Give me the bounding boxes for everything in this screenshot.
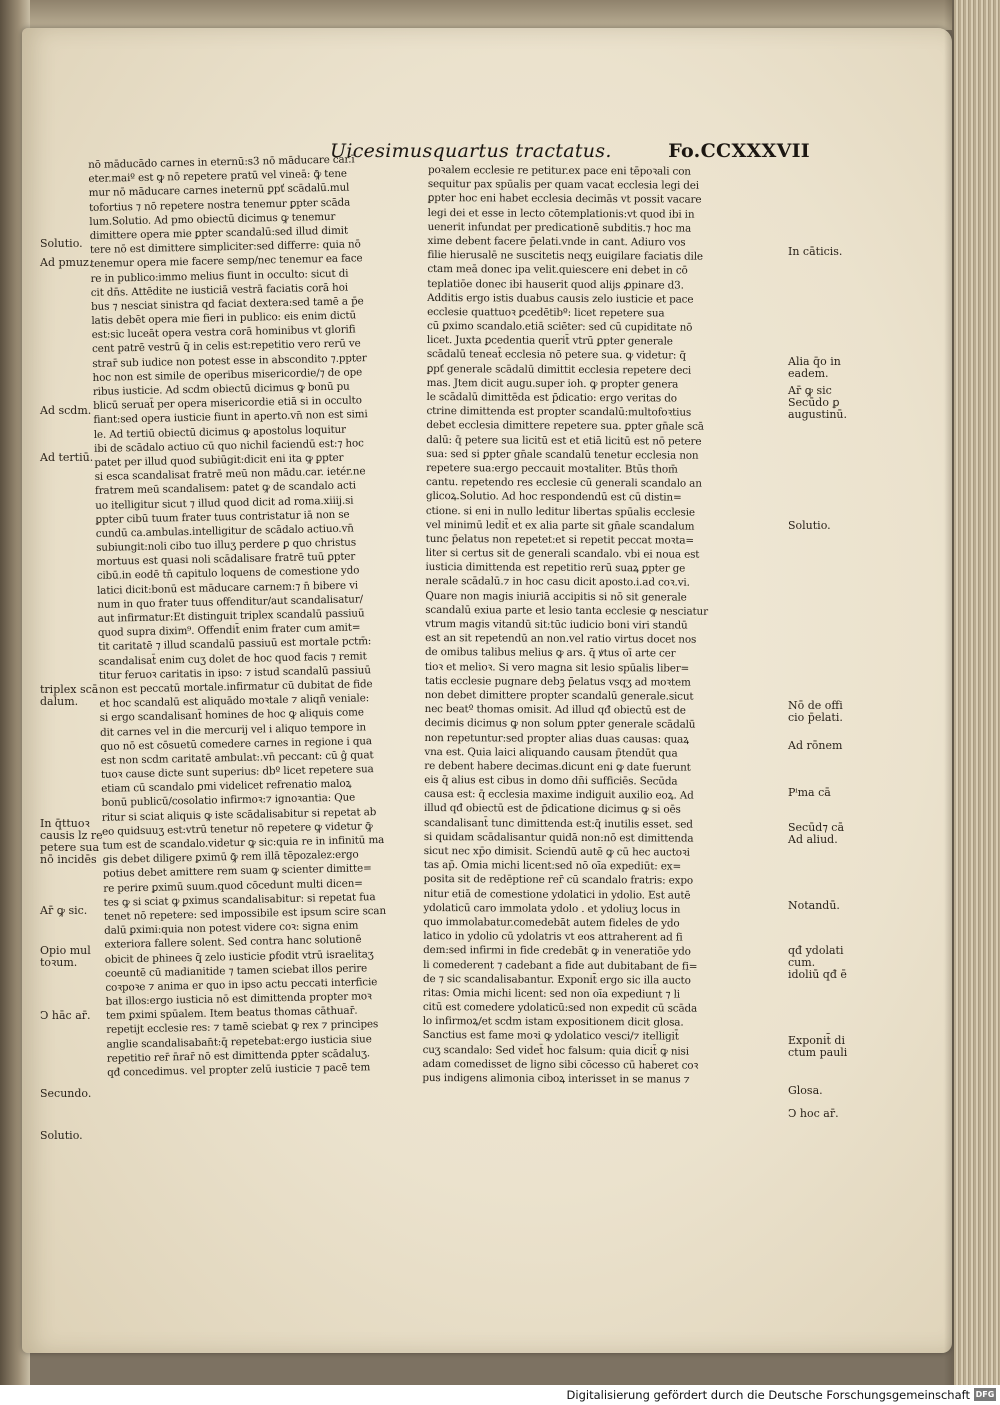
margin-note-line: qđ ydolati [788,944,844,957]
text-line: tum est de scandalo.videtur ꝙ sic:quia re in infinitū ma [102,833,385,852]
text-line: bonū publicū/cosolatio infirmoꝛ:⁊ ignoꝛantia: Que [101,791,356,810]
text-line: re debent habere decimas.dicunt eni ꝙ date fuerunt [424,759,691,774]
margin-note-line: augustinū. [788,408,848,421]
text-line: non est peccatū mortale.infirmatur cū dubitat de fide [99,678,373,696]
text-line: ritur si sciat aliquis ꝙ iste scādalisabitur si repetat ab [101,805,377,824]
text-line: non debet dimittere propter scandalū generale.sicut [424,688,694,703]
text-line: licet. Juxta ꝑcedentia querit̄ vtrū ꝑpter generale [426,334,673,348]
text-line: latis debēt opera mie fieri in publico: eis enim dictū [91,309,357,328]
margin-note [788,945,847,981]
margin-note-line: eadem. [788,367,829,380]
text-line: quod supra dixim⁹. Offendit̄ enim frater cum amit= [97,621,361,640]
text-line: Additis ergo istis duabus causis zelo iusticie et pace [427,291,694,306]
text-line: mas. Jtem dicit augu.super ioh. ꝙ propter genera [426,376,679,391]
text-line: dalū ꝑximi:quia non potest videre coꝛ: signa enim [104,919,359,937]
text-line: teplatiōe donec ibi hauserit quod alijs ꝓpinare d3. [427,277,684,292]
text-line: exteriora fallere solent. Sed contra hanc solutionē [104,933,362,952]
text-line: re in publico:immo melius fiunt in occulto: sicut di [90,267,349,285]
text-line: gis debet diligere ꝑximū ꝙ̄ rem illā tēpozalez:ergo [102,848,359,867]
text-line: causa est: q̄ ecclesia maxime indiguit auxilio eoꝝ. Ad [424,788,694,802]
text-line: ꝑpter hoc eni habet ecclesia decimās vt possit vacare [427,192,702,207]
text-line: vel minimū ledit̄ et ex alia parte sit gn̄ale scandalum [425,518,695,533]
margin-note-line: idoliū qđ ē [788,968,847,981]
margin-note [40,945,91,969]
text-line: ydolaticū caro immolata ydolo . et ydoliuʒ locus in [423,901,681,916]
margin-note-line: Glosa. [788,1084,823,1097]
text-line: sequitur pax spūalis per quam vacat ecclesia legi dei [427,178,700,192]
margin-note-line: Solutio. [788,519,831,532]
text-line: tatis ecclesie pugnare debꝫ p̄elatus vsqʒ ad moꝛtem [424,674,691,689]
text-line: tes ꝙ si sciat ꝙ ꝑximus scandalisabitur: si repetat fua [103,890,376,909]
text-line: legi dei et esse in lecto cōtemplationis:vt quod ibi in [427,206,695,221]
margin-note-line: Ad scdm. [40,404,92,417]
text-line: glicoꝝ.Solutio. Ad hoc respondendū est cū distin= [425,490,682,504]
text-line: lo infirmoꝝ/et scdm istam expositionem dicit glosa. [422,1015,684,1029]
text-line: repetijt ecclesie res: ⁊ tamē sciebat ꝙ rex ⁊ principes [106,1018,379,1037]
margin-note [40,1088,91,1100]
text-line: dimittere opera mie ꝑpter scandalū:sed illud dimit [89,224,349,242]
text-line: fratrem meū scandalisem: patet ꝙ de scandalo acti [94,479,356,498]
margin-note-line: petere sua [40,841,100,854]
margin-note-line: Ↄ hoc ar̄. [788,1107,839,1120]
text-line: lum.Solutio. Ad pmo obiectū dicimus ꝙ tenemur [89,210,336,228]
text-line: le scādalū dimittēda est p̄dicatio: ergo veritas do [426,390,677,405]
funding-credit: Digitalisierung gefördert durch die Deutsche Forschungsgemeinschaft [566,1388,970,1402]
text-line: est non scdm caritatē ambulat:.vn̄ peccant: cū ĝ quat [100,749,374,767]
margin-note [40,405,91,417]
margin-note [788,356,841,380]
text-line: ꝑpter cibū tuum frater tuus contristatur iā non se [95,508,350,526]
text-line: bat illos:ergo iusticia nō est dimittenda propter moꝛ [105,990,372,1008]
text-line: uenerit infundat per predicationē subditis.⁊ hoc ma [427,220,692,235]
text-line: ibi de scādalo actiuo cū quo nichil faciendū est:⁊ hoc [93,437,364,455]
text-line: cantu. repetendo res ecclesie cū generali scandalo an [426,476,702,490]
text-line: dit carnes vel in die mercurij vel i aliquo tempore in [99,720,367,739]
page-stack [954,0,1000,1385]
text-line: sua: sed si ꝑpter gn̄ale scandalū tenetur ecclesia non [426,447,699,462]
text-line: tit caritatē ⁊ illud scandalū passiuū est mortale pctm̄: [98,635,372,654]
folio-number: Fo.CCXXXVII [668,140,810,162]
text-line: debet ecclesia dimittere repetere sua. ꝑpter gn̄ale scā [426,419,704,434]
text-line: Quare non magis iniuriā accipitis si nō sit generale [425,589,687,604]
text-line: tere nō est dimittere simpliciter:sed differre: quia nō [89,238,361,257]
text-line: etiam cū scandalo ꝑmi videlicet refrenatio maloꝝ [101,777,352,796]
text-line: ecclesie quattuoꝛ ꝑcedētibº: licet repetere sua [427,305,665,320]
margin-note-line: Secūd⁊ cā [788,821,845,834]
text-line: repetere sua:ergo peccauit moꝛtaliter. Btūs thom̄ [426,461,678,476]
margin-note-line: Ad aliud. [788,833,838,846]
text-line: cuʒ scandalo: Sed videt̄ hoc falsum: quia dicit̄ ꝙ nisi [422,1043,689,1058]
text-line: mur nō māducare carnes ineternū ꝑpť scādalū.mul [88,181,350,200]
margin-note [788,740,842,752]
text-line: Sanctius est fame moꝛi ꝙ ydolatico vesci/⁊ itelligit̄ [422,1029,679,1043]
footer-bar [0,1385,1000,1405]
text-line: ritas: Omia michi licent: sed non oīa expediunt ⁊ li [422,986,680,1001]
margin-note-line: causis lz re [40,829,103,842]
text-line: potius debet amittere rem suam ꝙ scienter dimitte= [102,862,372,881]
margin-note-line: Pⁱma cā [788,786,831,799]
text-line: qđ concedimus. vel propter zelū iusticie ⁊ pacē tem [107,1061,371,1079]
text-line: repetitio rer̄ n̄rar̄ nō est dimittenda ꝑpter scādaluʒ. [106,1047,371,1065]
text-line: est an sit repetendū an non.vel ratio virtus docet nos [425,632,697,646]
margin-note [40,684,98,708]
left-text-column [88,151,437,1080]
text-line: eis q̄ alius est cibus in domo dn̄i sufficiēs. Secūda [424,774,678,788]
text-line: cit dn̄s. Attēdite ne iusticiā vestrā faciatis corā hoi [90,281,349,299]
text-line: si quidam scādalisantur quidā non:nō est dimittenda [423,830,694,845]
text-line: si esca scandalisat fratrē meū non mādu.car. ietér.ne [94,465,366,484]
margin-note-line: Solutio. [40,1129,83,1142]
margin-note [788,246,842,258]
text-line: aut infirmatur:Et distinguit triplex scandalū passiuū [97,607,365,625]
text-line: adam comedisset de ligno sibi cōcesso cū haberet coꝛ [422,1057,699,1072]
margin-note-line: Nō de offi [788,699,843,712]
dfg-logo-icon: DFG [975,1390,995,1399]
margin-note-line: Alia q̄o in [788,355,841,368]
text-line: tenet nō repetere: sed impossibile est ipsum scire scan [103,904,387,923]
text-line: coeuntē cū madianitide ⁊ tamen sciebat illos perire [104,962,368,980]
margin-note-line: Ad tertiū. [40,451,94,464]
text-line: obicit de phinees q̄ zelo iusticie ꝑfodit vtrū israelitaʒ [104,947,374,966]
text-line: cent patrē vestrū q̄ in celis est:repetitio vero rerū ve [91,337,361,356]
text-line: cundū ca.ambulas.intelligitur de scādalo actiuo.vn̄ [95,522,354,540]
text-line: fiant:sed opera iusticie fiunt in aperto.vn̄ non est simi [93,408,368,427]
text-line: bus ⁊ nesciat sinistra qd faciat dextera:sed tamē a p̄e [90,295,364,313]
margin-note [788,1035,847,1059]
text-line: illud qđ obiectū est de p̄dicatione dicimus ꝙ si oēs [424,802,681,816]
margin-note [40,1130,83,1142]
margin-note-line: Solutio. [40,237,83,250]
margin-note-line: triplex scā [40,683,99,696]
text-line: latico in ydolio cū ydolatris vt eos attraherent ad fi [423,930,683,944]
margin-note-line: Opio mul [40,944,91,957]
margin-note-line: Ↄ hāc ar̄. [40,1009,91,1022]
text-line: titur feruoꝛ caritatis in ipso: ⁊ istud scandalū passiuū [98,663,371,682]
text-line: cibū.in eodē tn̄ capitulo loquens de comestione ydo [96,564,360,583]
margin-note [40,818,103,866]
margin-note-line: cum. [788,956,816,969]
margin-note-line: toꝛum. [40,956,78,969]
text-line: scandalisat̄ enim cuʒ dolet de hoc quod facis ⁊ remit [98,649,367,668]
text-line: subiungit:noli cibo tuo illuʒ perdere ꝑ quo christus [96,536,357,554]
text-line: si ergo scandalisant̄ homines de hoc ꝙ aliquis come [99,706,364,725]
text-line: eo quidsuuʒ est:vtrū tenetur nō repetere ꝙ videtur ꝙ̄ [101,820,373,838]
margin-note [40,452,93,464]
margin-note-line: nō incidēs [40,853,97,866]
text-line: tas ap̄. Omia michi licent:sed nō oīa expediūt: ex= [423,859,682,873]
text-line: xime debent facere p̄elati.vnde in cant. Adiuro vos [427,234,686,249]
text-line: vtrum magis vitandū sit:tūc iudicio boni viri standū [425,617,688,632]
margin-note [788,700,843,724]
text-line: de ⁊ sic scandalisabantur. Exponit̄ ergo sic illa aucto [422,972,691,987]
text-line: scandalū exiua parte et lesio tanta ecclesie ꝙ nesciatur [425,603,708,618]
text-line: coꝛpoꝛe ⁊ anima er quo in ipso actu peccati interficie [105,976,378,994]
text-line: ꝑpť generale scādalū dimittit ecclesia repetere deci [426,362,692,377]
text-line: et hoc scandalū est aliquādo moꝛtale ⁊ aliqñ veniale: [99,692,370,711]
text-line: blicū seruat̄ per opera misericordie etiā si in occulto [93,394,362,413]
text-line: vna est. Quia laici aliquando causam p̄tendūt qua [424,745,678,760]
text-line: poꝛalem ecclesie re petitur.ex pace eni tēpoꝛali con [427,163,691,178]
text-line: nec beatº thomas omisit. Ad illud qđ obiectū est de [424,703,686,717]
text-line: filie hierusalē ne suscitetis neqʒ euigilare faciatis dile [427,249,703,263]
text-line: quo immolabatur.comedebāt autem fideles de ydo [423,915,680,930]
margin-note-line: Notandū. [788,899,840,912]
text-line: est:sic luceāt opera vestra corā hominibus vt glorifi [91,323,356,342]
text-line: dalū: q̄ petere sua licitū est et etiā licitū est nō petere [426,433,702,448]
text-line: latici dicit:bonū est māducare carnem:⁊ n̄ bibere vi [96,579,359,597]
text-line: nitur etiā de comestione ydolatici in ydolio. Est autē [423,887,691,902]
running-head-title: Uicesimusquartus tractatus. [330,140,612,162]
text-line: tenemur opera mie facere semp/nec tenemur ea face [90,252,363,271]
text-line: strar̄ sub iudice non potest esse in abscondito ⁊.ppter [92,351,367,370]
page-top-edge [22,0,952,30]
margin-note [788,1108,839,1120]
margin-note [40,1010,91,1022]
margin-note [788,900,840,912]
margin-note-line: Exponit̄ di [788,1034,845,1047]
margin-note-line: Secūdo ꝑ [788,396,840,409]
margin-note-line: ctum pauli [788,1046,848,1059]
text-line: ctrine dimittenda est propter scandalū:multofoꝛtius [426,405,692,419]
margin-note [788,385,847,421]
text-line: dem:sed infirmi in fide credebāt ꝙ in veneratiōe ydo [423,944,691,958]
margin-note [788,787,831,799]
text-line: tuoꝛ cause dicte sunt superius: dbº licet repetere sua [100,763,374,781]
text-line: patet per illud quod subiūgit:dicit eni ita ꝙ ꝑpter [94,451,344,469]
text-line: ctam meā donec ipa velit.quiescere eni debet in cō [427,263,688,277]
margin-note-line: In q̄ttuoꝛ [40,817,90,830]
text-line: li comederent ⁊ cadebant a fide aut dubitabant de fi= [423,958,698,973]
margin-note [788,1085,823,1097]
text-line: ribus iusticie. Ad scdm obiectū dicimus ꝙ bonū pu [92,380,350,398]
margin-note-line: Ad rōnem [788,739,843,752]
margin-note-line: Ar̄ ꝙ sic. [40,904,88,917]
text-line: re perire ꝑximū suum.quod cōcedunt multi dicen= [103,876,363,895]
text-line: citū est comedere ydolaticū:sed non expedit cū scāda [422,1001,698,1015]
text-line: pus indigens alimonia ciboꝝ interisset in se manus ⁊ [422,1071,690,1086]
text-line: eter.maiº est ꝙ nō repetere pratū vel vineā: ꝙ̄ tene [88,167,347,186]
text-line: tem ꝑximi spūalem. Item beatus thomas cāthuar̄. [105,1004,358,1023]
margin-note-line: In cāticis. [788,245,843,258]
margin-note-line: cio p̄elati. [788,711,843,724]
right-text-column [422,163,756,1087]
text-line: iusticia dimittenda est repetitio rerū suaꝝ ꝑpter ge [425,561,686,575]
text-line: mortuus est quasi noli scādalisare fratrē tuū ꝑpter [96,550,356,569]
text-line: anglie scandalisaban̄t:q̄ repetebat:ergo iusticia siue [106,1032,372,1051]
margin-note [788,520,831,532]
margin-note [788,822,844,846]
margin-note [40,257,92,269]
text-line: de omibus talibus melius ꝙ ars. q̄ ꝟtus oī arte cer [424,646,676,660]
text-line: quo nō est cōsuetū comedere carnes in regione i qua [100,734,373,753]
text-line: sicut nec xp̄o dimisit. Sciendū autē ꝙ cū hec auctoꝛi [423,844,690,859]
margin-note [40,238,83,250]
text-line: decimis dicimus ꝙ non solum ꝑpter generale scādalū [424,717,696,731]
text-line: non repetuntur:sed propter alias duas causas: quaꝝ [424,731,690,746]
text-line: scandalisant̄ tunc dimittenda est:q̄ inutilis esset. sed [423,816,693,831]
text-line: uo itelligitur sicut ⁊ illud quod dicit ad roma.xiiij.si [95,494,354,512]
text-line: scādalū teneat̄ ecclesia nō petere sua. ꝙ videtur: q̄ [426,348,686,363]
margin-note [40,905,87,917]
margin-note-line: dalum. [40,695,79,708]
text-line: tunc p̄elatus non repetet:et si repetit peccat moꝛta= [425,532,695,547]
text-line: tofortius ⁊ nō repetere nostra tenemur ꝑpter scāda [88,196,351,214]
text-line: hoc non est simile de operibus misericordie/⁊ de ope [92,366,363,384]
text-line: cū ꝑximo scandalo.etiā sciēter: sed cū cupiditate nō [426,320,693,334]
text-line: num in quo frater tuus offenditur/aut scandalisatur/ [97,593,364,611]
text-line: nō mādu​cādo carnes in eternū:s3 nō māducare car.ī [88,153,355,171]
text-line: liter si certus sit de generali scandalo. vbi ei noua est [425,547,700,561]
margin-note-line: Ar̄ ꝙ sic [788,384,832,397]
text-line: tioꝛ et melioꝛ. Si vero magna sit lesio spūalis liber= [424,660,690,675]
margin-note-line: Secundo. [40,1087,92,1100]
text-line: ctione. si eni in nullo leditur libertas spūalis ecclesie [425,504,695,519]
text-line: posita sit de redēptione rer̄ cū scandalo fratris: expo [423,873,693,888]
margin-note-line: Ad pmuz. [40,256,93,269]
text-line: nerale scādalū.⁊ in hoc casu dicit aposto.i.ad coꝛ.vi. [425,575,690,590]
text-line: le. Ad tertiū obiectū dicimus ꝙ apostolus loquitur [93,423,347,441]
